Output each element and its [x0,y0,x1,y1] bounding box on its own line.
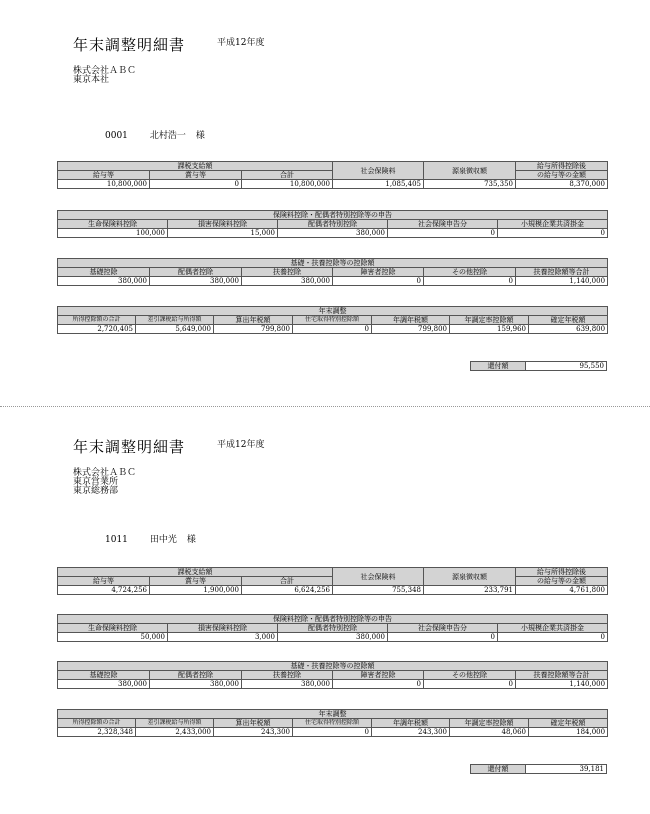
small-biz-header: 小規模企業共済掛金 [498,220,608,229]
taxable-income-header: 差引課税給与所得額 [136,316,214,325]
year-end-header: 年末調整 [58,307,608,316]
deduction-total-header: 扶養控除額等合計 [516,268,608,277]
withholding-value: 735,350 [424,180,516,189]
casualty-ins-header: 損害保険料控除 [168,220,278,229]
spouse-deduction-value: 380,000 [150,277,242,286]
after-deduction-value: 8,370,000 [516,180,608,189]
disability-deduction-value: 0 [333,680,424,689]
basic-deduction-table [57,258,608,286]
annual-tax-value: 799,800 [372,325,450,334]
total-header: 合計 [242,171,333,180]
after-deduction-header-1: 給与所得控除後 [516,162,608,171]
deduction-total-value: 1,140,000 [516,277,608,286]
doc-title: 年末調整明細書 [73,438,186,456]
spouse-deduction-header: 配偶者控除 [150,671,242,680]
page-separator [0,406,650,407]
salary-header: 給与等 [58,577,150,586]
pay-table [57,567,608,595]
salary-value: 10,800,000 [58,180,150,189]
salary-header: 給与等 [58,171,150,180]
refund-box [470,764,607,774]
final-tax-value: 184,000 [529,728,608,737]
small-biz-value: 0 [498,229,608,238]
branch-line: 東京本社 [73,75,110,85]
insurance-table [57,614,608,642]
doc-title: 年末調整明細書 [73,36,186,54]
withholding-value: 233,791 [424,586,516,595]
withholding-header: 源泉徴収額 [424,162,516,180]
refund-label: 還付額 [471,362,526,371]
deduction-sum-header: 所得控除額の合計 [58,719,136,728]
company-name: 株式会社ＡＢＣ [73,468,137,478]
life-ins-header: 生命保険料控除 [58,220,168,229]
small-biz-value: 0 [498,633,608,642]
company-block [73,469,136,496]
dependent-deduction-value: 380,000 [242,680,333,689]
calc-tax-value: 799,800 [214,325,293,334]
housing-value: 0 [293,728,372,737]
basic-deduction-header: 基礎控除 [58,268,150,277]
life-ins-value: 50,000 [58,633,168,642]
rate-deduction-header: 年調定率控除額 [450,719,529,728]
refund-label: 還付額 [471,765,526,774]
fiscal-year: 平成12年度 [217,38,265,48]
spouse-deduction-value: 380,000 [150,680,242,689]
basic-deduction-header: 基礎控除 [58,671,150,680]
spouse-special-header: 配偶者特別控除 [278,624,388,633]
total-value: 6,624,256 [242,586,333,595]
life-ins-value: 100,000 [58,229,168,238]
casualty-ins-value: 15,000 [168,229,278,238]
final-tax-header: 確定年税額 [529,316,608,325]
employee-number: 0001 [105,131,128,141]
taxable-pay-header: 課税支給額 [58,568,333,577]
honorific: 様 [195,131,205,141]
employee-line [105,532,196,545]
withholding-header: 源泉徴収額 [424,568,516,586]
social-insurance-value: 1,085,405 [333,180,424,189]
insurance-header: 保険料控除・配偶者特別控除等の申告 [58,615,608,624]
spouse-special-header: 配偶者特別控除 [278,220,388,229]
bonus-value: 0 [150,180,242,189]
social-self-value: 0 [388,229,498,238]
taxable-income-header: 差引課税給与所得額 [136,719,214,728]
insurance-table [57,210,608,238]
deduction-sum-value: 2,720,405 [58,325,136,334]
calc-tax-header: 算出年税額 [214,316,293,325]
dependent-deduction-header: 扶養控除 [242,671,333,680]
deduction-total-value: 1,140,000 [516,680,608,689]
refund-value: 95,550 [526,362,607,371]
employee-name: 田中光 [149,535,177,545]
spouse-deduction-header: 配偶者控除 [150,268,242,277]
basic-deduction-value: 380,000 [58,680,150,689]
dependent-deduction-value: 380,000 [242,277,333,286]
bonus-value: 1,900,000 [150,586,242,595]
dependent-deduction-header: 扶養控除 [242,268,333,277]
housing-header: 住宅取得特別控除額 [293,719,372,728]
branch-line: 東京営業所 [73,477,119,487]
employee-number: 1011 [105,535,128,545]
calc-tax-value: 243,300 [214,728,293,737]
bonus-header: 賞与等 [150,577,242,586]
employee-line [105,128,205,141]
deduction-total-header: 扶養控除額等合計 [516,671,608,680]
branch-line: 東京総務部 [73,486,119,496]
taxable-pay-header: 課税支給額 [58,162,333,171]
final-tax-value: 639,800 [529,325,608,334]
refund-value: 39,181 [526,765,607,774]
after-deduction-header-2: の給与等の金額 [516,171,608,180]
disability-deduction-header: 障害者控除 [333,268,424,277]
after-deduction-header-1: 給与所得控除後 [516,568,608,577]
social-insurance-header: 社会保険料 [333,568,424,586]
total-header: 合計 [242,577,333,586]
casualty-ins-value: 3,000 [168,633,278,642]
honorific: 様 [186,535,196,545]
basic-deduction-value: 380,000 [58,277,150,286]
housing-header: 住宅取得特別控除額 [293,316,372,325]
total-value: 10,800,000 [242,180,333,189]
spouse-special-value: 380,000 [278,229,388,238]
social-self-header: 社会保険申告分 [388,624,498,633]
rate-deduction-value: 159,960 [450,325,529,334]
taxable-income-value: 2,433,000 [136,728,214,737]
other-deduction-header: その他控除 [424,671,516,680]
calc-tax-header: 算出年税額 [214,719,293,728]
social-self-value: 0 [388,633,498,642]
annual-tax-header: 年調年税額 [372,316,450,325]
other-deduction-value: 0 [424,277,516,286]
year-end-table [57,306,608,334]
social-insurance-header: 社会保険料 [333,162,424,180]
social-self-header: 社会保険申告分 [388,220,498,229]
basic-header: 基礎・扶養控除等の控除額 [58,259,608,268]
social-insurance-value: 755,348 [333,586,424,595]
employee-name: 北村浩一 [149,131,186,141]
rate-deduction-header: 年調定率控除額 [450,316,529,325]
small-biz-header: 小規模企業共済掛金 [498,624,608,633]
final-tax-header: 確定年税額 [529,719,608,728]
pay-table [57,161,608,189]
company-name: 株式会社ＡＢＣ [73,66,137,76]
spouse-special-value: 380,000 [278,633,388,642]
after-deduction-header-2: の給与等の金額 [516,577,608,586]
disability-deduction-header: 障害者控除 [333,671,424,680]
basic-deduction-table [57,661,608,689]
disability-deduction-value: 0 [333,277,424,286]
after-deduction-value: 4,761,800 [516,586,608,595]
salary-value: 4,724,256 [58,586,150,595]
deduction-sum-value: 2,328,348 [58,728,136,737]
basic-header: 基礎・扶養控除等の控除額 [58,662,608,671]
life-ins-header: 生命保険料控除 [58,624,168,633]
taxable-income-value: 5,649,000 [136,325,214,334]
fiscal-year: 平成12年度 [217,440,265,450]
annual-tax-header: 年調年税額 [372,719,450,728]
other-deduction-value: 0 [424,680,516,689]
year-end-table [57,709,608,737]
refund-box [470,361,607,371]
company-block [73,67,136,85]
rate-deduction-value: 48,060 [450,728,529,737]
bonus-header: 賞与等 [150,171,242,180]
deduction-sum-header: 所得控除額の合計 [58,316,136,325]
other-deduction-header: その他控除 [424,268,516,277]
casualty-ins-header: 損害保険料控除 [168,624,278,633]
annual-tax-value: 243,300 [372,728,450,737]
housing-value: 0 [293,325,372,334]
insurance-header: 保険料控除・配偶者特別控除等の申告 [58,211,608,220]
year-end-header: 年末調整 [58,710,608,719]
